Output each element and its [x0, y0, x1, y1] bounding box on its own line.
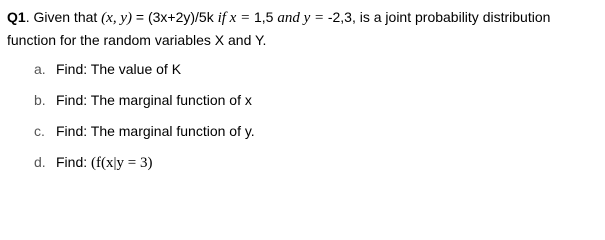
and-clause: and y =	[277, 10, 328, 26]
part-label: b.	[34, 92, 46, 108]
question-parts-list	[34, 57, 255, 181]
part-text: Find: The marginal function of y.	[56, 123, 255, 139]
conditional-expression: (f(x|y = 3)	[91, 155, 153, 171]
question-intro: . Given that	[25, 9, 102, 25]
question-block	[7, 6, 602, 51]
part-text: Find:	[56, 154, 92, 170]
part-label: c.	[34, 123, 45, 139]
question-tail: , is a joint probability distribution	[351, 9, 551, 25]
function-args: (x, y)	[101, 10, 132, 26]
question-number: Q1	[7, 9, 26, 25]
part-a	[34, 57, 255, 88]
part-text: Find: The value of K	[56, 61, 182, 77]
part-c	[34, 119, 255, 150]
function-definition: = (3x+2y)/5k	[131, 9, 218, 25]
question-line-1	[7, 6, 602, 29]
part-d	[34, 150, 255, 181]
if-clause: if x =	[217, 10, 254, 26]
part-b	[34, 88, 255, 119]
part-label: d.	[34, 154, 46, 170]
y-values: -2,3	[327, 9, 352, 25]
question-line-2: function for the random variables X and Y.	[7, 32, 267, 48]
part-label: a.	[34, 61, 46, 77]
x-values: 1,5	[253, 9, 278, 25]
part-text: Find: The marginal function of x	[56, 92, 252, 108]
